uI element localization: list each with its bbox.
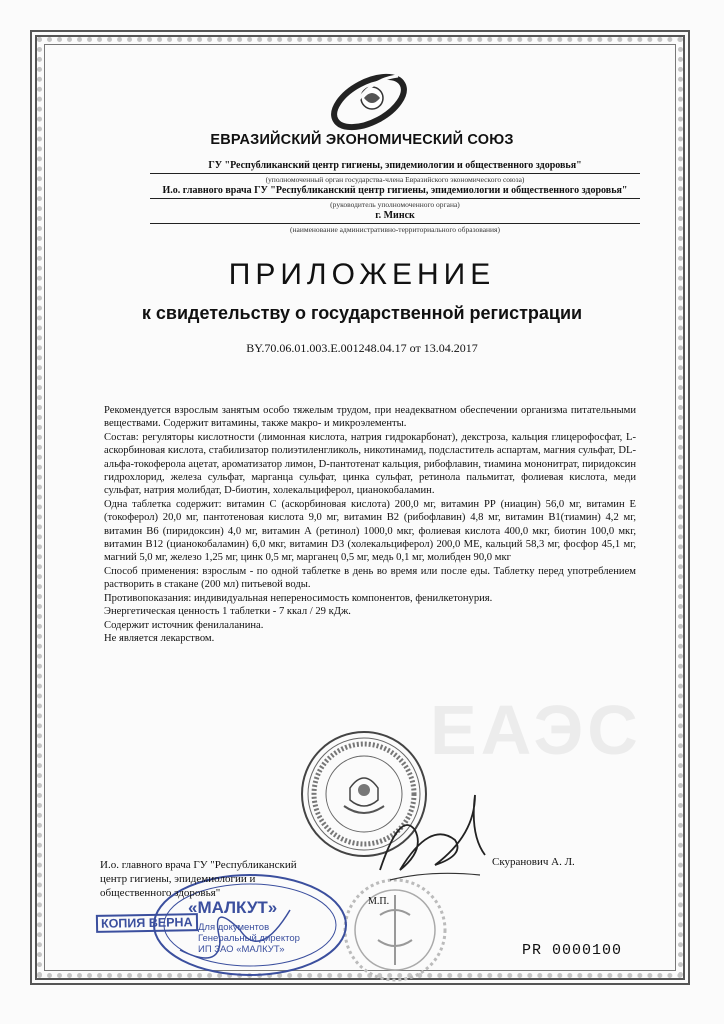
signatory-name: Скуранович А. Л. [492,856,575,868]
company-stamp-line3: ИП ЗАО «МАЛКУТ» [198,944,285,955]
form-number: PR 0000100 [522,942,623,959]
city-line [150,210,640,234]
head-caption: (руководитель уполномоченного органа) [330,200,460,209]
not-medicine-paragraph: Не является лекарством. [104,632,215,644]
authority-caption: (уполномоченный орган государства-члена Евразийского экономического союза) [265,175,525,184]
seal-label: М.П. [368,896,390,907]
head-name: И.о. главного врача ГУ "Республиканский центр гигиены, эпидемиологии и общественного здоровья" [150,185,640,199]
tablet-content-paragraph: Одна таблетка содержит: витамин С (аскорбиновая кислота) 200,0 мг, витамин РР (ниацин) 56,0 мг, витамин Е (токоферол) 20,0 мг, пантотеновая кислота 9,0 мг, витамин В2 (рибофлавин) 4,8 мг, витамин В1(тиамин) 4,2 мг, витамин В6 (пиридоксин) 4,0 мг, витамин А (ретинол) 1000,0 мкг, фолиевая кислота 400,0 мкг, биотин 100,0 мкг, витамин В12 (цианокобаламин) 6,0 мкг, витамин D3 (холекальциферол) 200,0 МЕ, кальций 58,3 мг, фосфор 45,1 мг, магний 5,0 мг, железо 1,25 мг, цинк 0,5 мг, марганец 0,5 мг, медь 0,1 мг, молибден 90,0 мкг [104,498,636,564]
energy-paragraph: Энергетическая ценность 1 таблетки - 7 ккал / 29 кДж. [104,606,351,618]
signatory-position-line2: центр гигиены, эпидемиологии и [100,873,256,885]
recommendation-paragraph: Рекомендуется взрослым занятым особо тяжелым трудом, при неадекватном обеспечении организма питательными веществами. Содержит витамины, также макро- и микроэлементы. [104,405,636,430]
handwritten-signature-icon [370,790,490,900]
registration-number: BY.70.06.01.003.E.001248.04.17 от 13.04.2017 [246,341,478,355]
signatory-position [100,858,297,900]
copy-verified-stamp: КОПИЯ ВЕРНА [96,913,198,933]
eaeu-logo-icon [328,62,410,134]
company-stamp-name: «МАЛКУТ» [188,898,278,917]
head-line [150,185,640,209]
eaeu-watermark: ЕАЭС [430,691,642,769]
composition-paragraph: Состав: регуляторы кислотности (лимонная кислота, натрия гидрокарбонат), декстроза, кальция глицерофосфат, L-аскорбиновая кислота, стабилизатор полиэтиленгликоль, никотинамид, подсластитель аспартам, магния сульфат, DL-альфа-токоферола ацетат, ароматизатор лимон, D-пантотенат кальция, рибофлавин, тиамина мононитрат, пиридоксин гидрохлорид, железа сульфат, марганца сульфат, цинка сульфат, ретинола пальмитат, фолиевая кислота, меди сульфат, натрия молибдат, D-биотин, холекальциферол, цианокобаламин. [104,431,636,497]
company-stamp-lines [198,922,300,955]
document-subtitle: к свидетельству о государственной регистрации [141,303,583,323]
phenylalanine-paragraph: Содержит источник фенилаланина. [104,619,264,631]
authority-line [150,160,640,184]
union-name: ЕВРАЗИЙСКИЙ ЭКОНОМИЧЕСКИЙ СОЮЗ [210,132,514,148]
contraindications-paragraph: Противопоказания: индивидуальная непереносимость компонентов, фенилкетонурия. [104,592,493,604]
company-stamp-line2: Генеральный директор [198,933,300,944]
authority-name: ГУ "Республиканский центр гигиены, эпидемиологии и общественного здоровья" [150,160,640,174]
usage-paragraph: Способ применения: взрослым - по одной таблетке в день во время или после еды. Таблетку перед употреблением растворить в стакане (200 мл) питьевой воды. [104,565,636,591]
company-stamp-line1: Для документов [198,922,270,933]
body-text [104,404,636,645]
signatory-position-line3: общественного здоровья" [100,887,221,899]
city-caption: (наименование административно-территориального образования) [289,225,500,234]
signatory-position-line1: И.о. главного врача ГУ "Республиканский [100,859,297,871]
city-name: г. Минск [150,210,640,224]
document-title: ПРИЛОЖЕНИЕ [228,258,496,291]
